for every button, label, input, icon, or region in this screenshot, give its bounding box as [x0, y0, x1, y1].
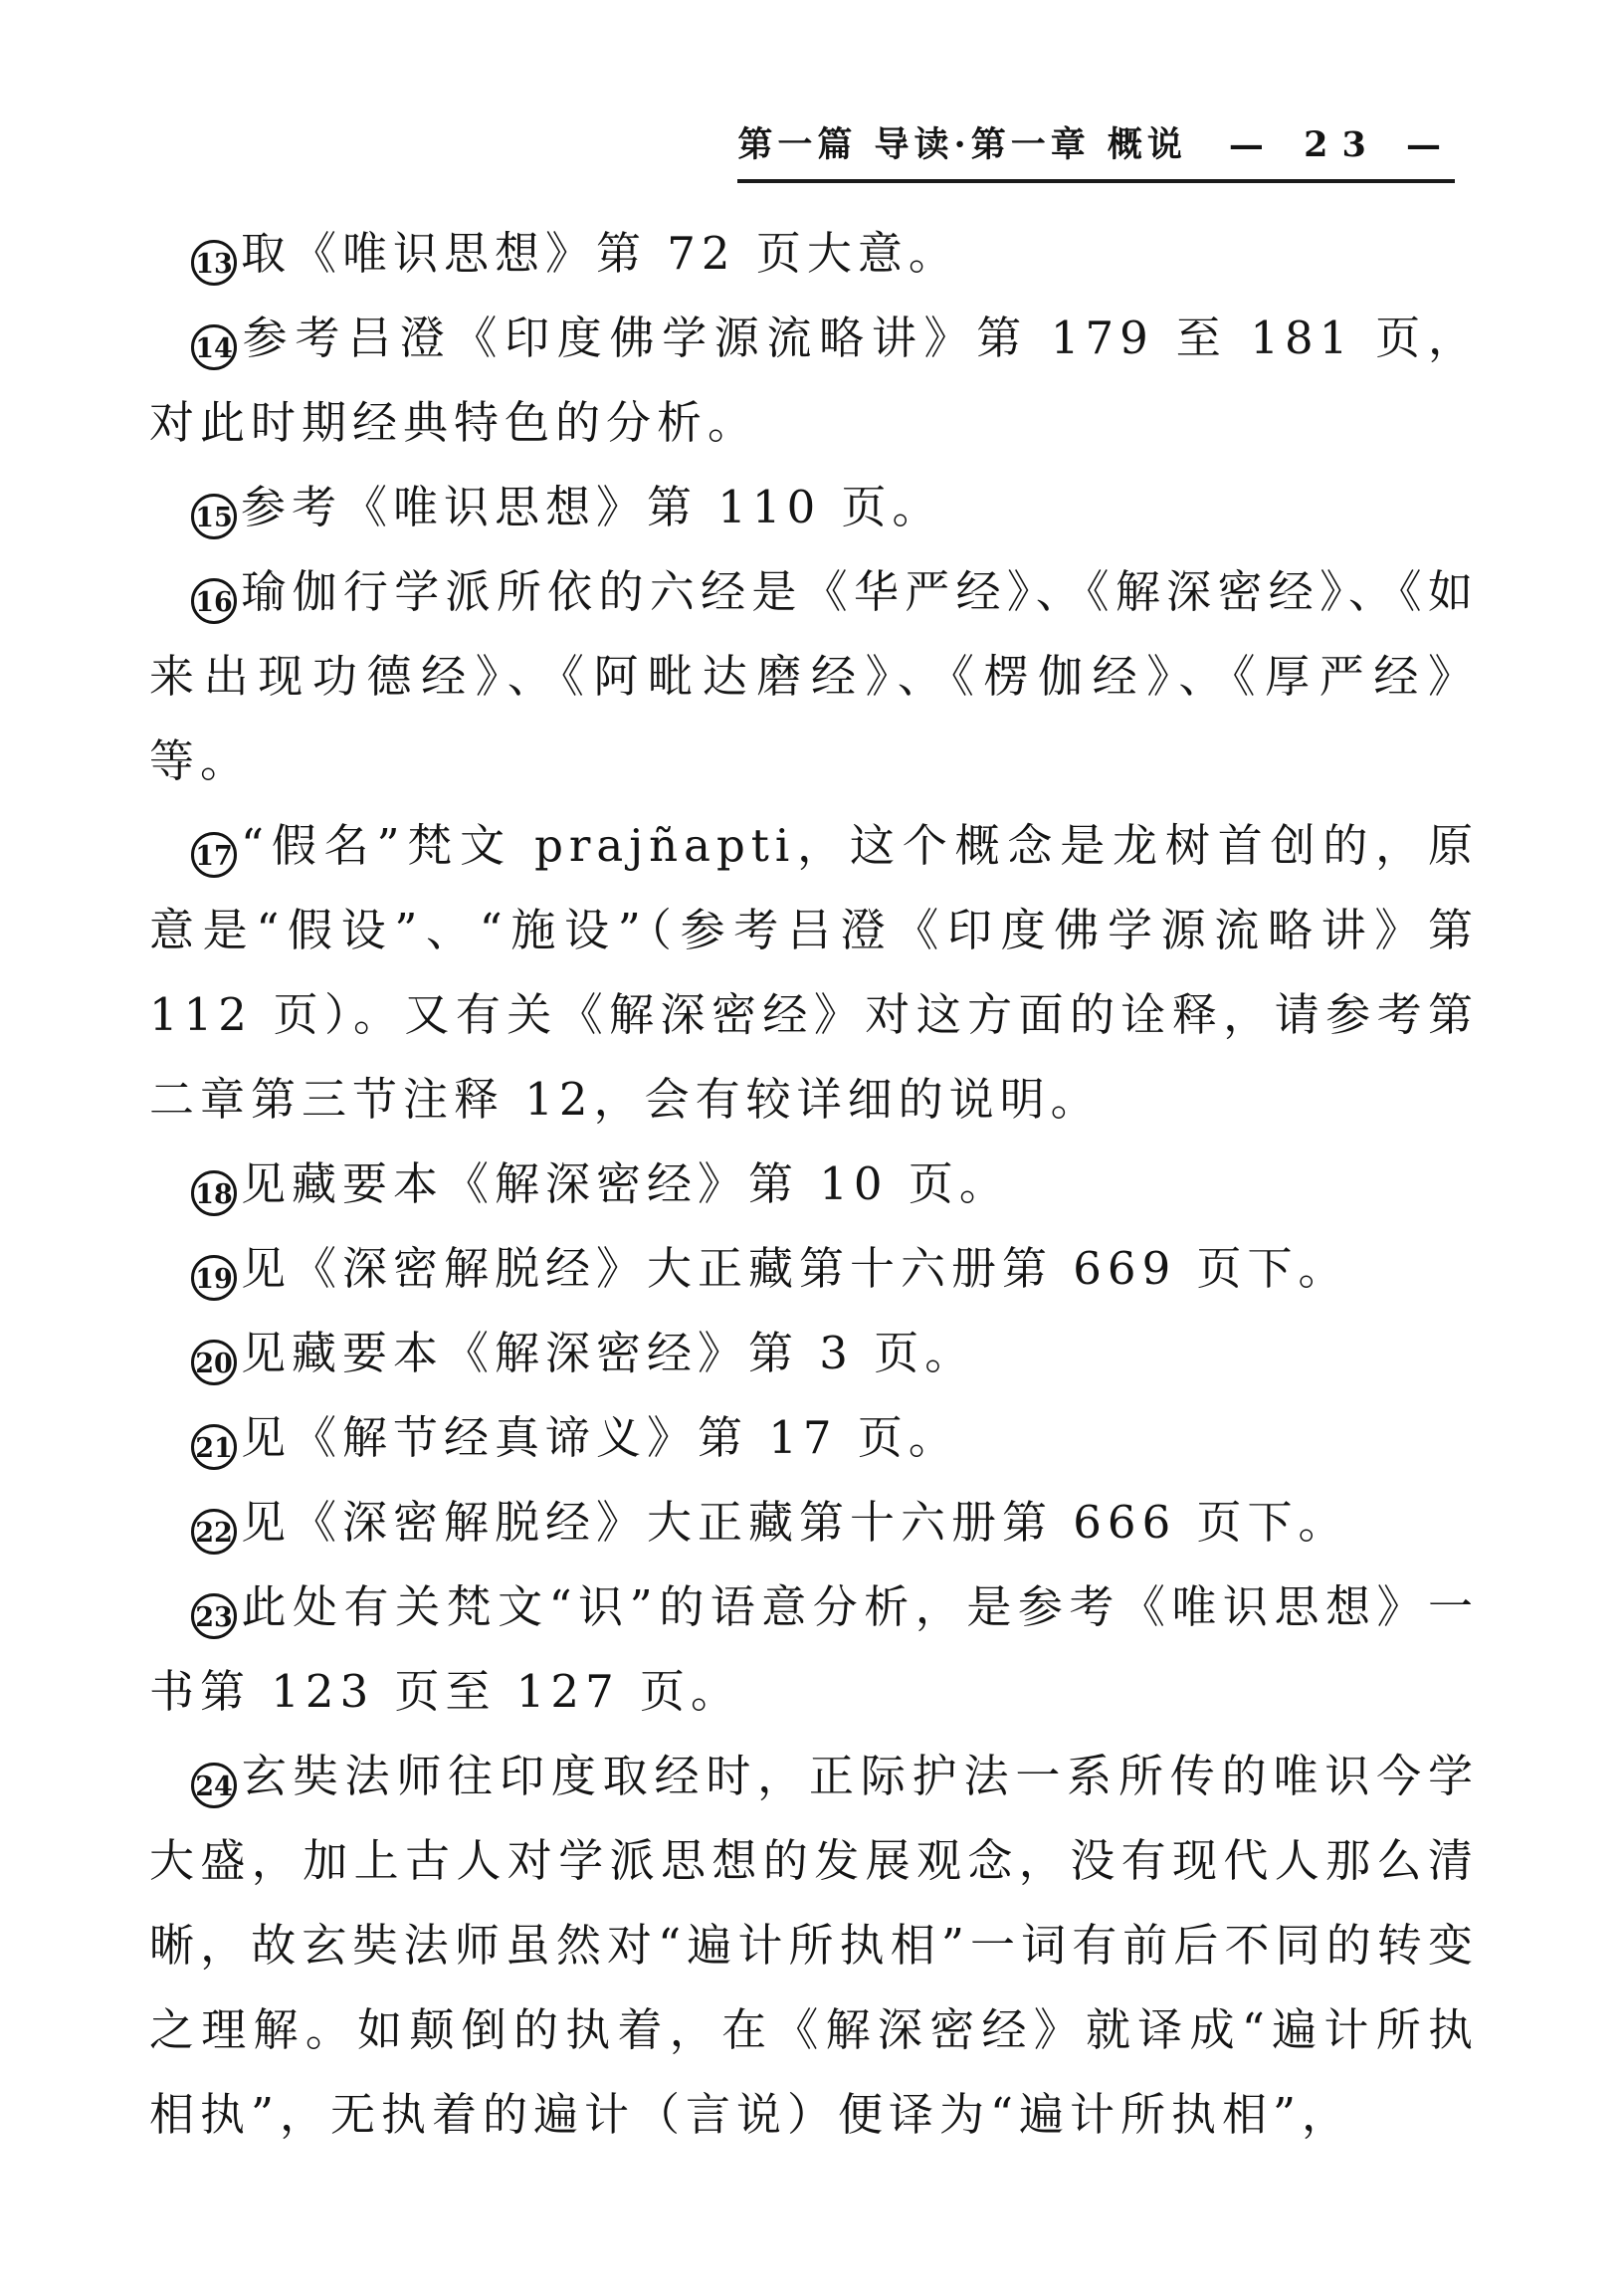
footnote-text: 见《解节经真谛义》第 17 页。: [241, 1411, 959, 1464]
footnote-marker: 18: [191, 1170, 237, 1216]
footnote-item: [149, 211, 1479, 296]
footnote-item: [149, 549, 1479, 803]
footnote-text: 取《唯识思想》第 72 页大意。: [241, 227, 959, 280]
footnote-text: 此处有关梵文“识”的语意分析，是参考《唯识思想》一书第 123 页至 127 页。: [149, 1580, 1479, 1718]
footnote-text: 参考《唯识思想》第 110 页。: [241, 481, 943, 533]
footnote-item: [149, 1142, 1479, 1226]
footnote-item: [149, 1480, 1479, 1564]
footnote-item: [149, 296, 1479, 465]
footnote-text: 见《深密解脱经》大正藏第十六册第 666 页下。: [241, 1496, 1349, 1549]
footnote-text: 见藏要本《解深密经》第 3 页。: [241, 1327, 976, 1379]
footnote-marker: 20: [191, 1340, 237, 1385]
footnotes-section: [149, 211, 1479, 2157]
footnote-marker: 14: [191, 324, 237, 370]
footnote-marker: 23: [191, 1593, 237, 1639]
footnote-text: 参考吕澄《印度佛学源流略讲》第 179 至 181 页，对此时期经典特色的分析。: [149, 312, 1479, 449]
footnote-marker: 15: [191, 494, 237, 539]
footnote-text: 玄奘法师往印度取经时，正际护法一系所传的唯识今学大盛，加上古人对学派思想的发展观念，没有现代人那么清晰，故玄奘法师虽然对“遍计所执相”一词有前后不同的转变之理解。如颠倒的执着，在《解深密经》就译成“遍计所执相执”，无执着的遍计（言说）便译为“遍计所执相”，: [149, 1750, 1479, 2141]
footnote-marker: 21: [191, 1424, 237, 1470]
footnote-marker: 19: [191, 1255, 237, 1301]
footnote-item: [149, 1226, 1479, 1311]
footnote-item: [149, 1395, 1479, 1480]
footnote-marker: 22: [191, 1509, 237, 1555]
footnote-marker: 13: [191, 240, 237, 286]
footnote-item: [149, 1734, 1479, 2157]
footnote-item: [149, 1311, 1479, 1395]
footnote-marker: 17: [191, 832, 237, 878]
footnote-item: [149, 465, 1479, 549]
footnote-marker: 16: [191, 578, 237, 624]
footnote-item: [149, 1564, 1479, 1734]
running-header-title: 第一篇 导读·第一章 概说: [737, 124, 1187, 165]
footnote-item: [149, 803, 1479, 1142]
running-header: [737, 117, 1455, 183]
footnote-text: “假名”梵文 prajñapti，这个概念是龙树首创的，原意是“假设”、“施设”（参考吕澄《印度佛学源流略讲》第 112 页）。又有关《解深密经》对这方面的诠释，请参考第二章第三节注释 12，会有较详细的说明。: [149, 819, 1479, 1126]
footnote-text: 见藏要本《解深密经》第 10 页。: [241, 1157, 1010, 1210]
footnote-text: 见《深密解脱经》大正藏第十六册第 669 页下。: [241, 1242, 1349, 1295]
page-number-indicator: — 23 —: [1228, 124, 1455, 165]
footnote-marker: 24: [191, 1763, 237, 1808]
footnote-text: 瑜伽行学派所依的六经是《华严经》、《解深密经》、《如来出现功德经》、《阿毗达磨经》、《楞伽经》、《厚严经》等。: [149, 565, 1479, 787]
